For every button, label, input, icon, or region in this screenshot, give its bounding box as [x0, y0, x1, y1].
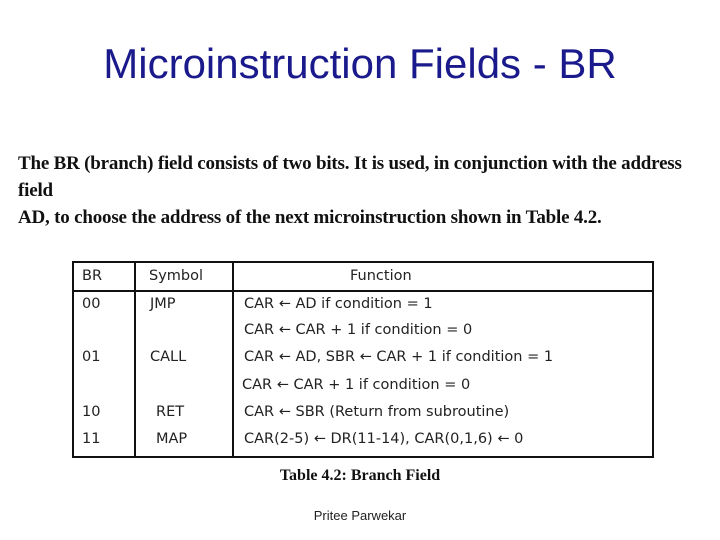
row-function: CAR ← SBR (Return from subroutine)	[244, 404, 510, 420]
description-paragraph	[18, 150, 708, 231]
table-caption: Table 4.2: Branch Field	[279, 467, 441, 484]
row-function: CAR ← CAR + 1 if condition = 0	[244, 322, 473, 338]
row-function: CAR ← AD, SBR ← CAR + 1 if condition = 1	[244, 349, 554, 365]
row-symbol: CALL	[150, 349, 187, 365]
branch-field-table	[72, 261, 654, 458]
row-br: 11	[82, 431, 101, 447]
description-line-2: AD, to choose the address of the next microinstruction shown in Table 4.2.	[18, 207, 602, 228]
header-function: Function	[350, 268, 412, 284]
header-br: BR	[82, 268, 103, 284]
row-symbol: MAP	[156, 431, 188, 447]
row-br: 01	[82, 349, 101, 365]
row-function: CAR ← AD if condition = 1	[244, 296, 433, 312]
row-symbol: RET	[156, 404, 185, 420]
row-function: CAR(2-5) ← DR(11-14), CAR(0,1,6) ← 0	[244, 431, 524, 447]
header-symbol: Symbol	[149, 268, 204, 284]
slide-title: Microinstruction Fields - BR	[103, 40, 617, 87]
row-function: CAR ← CAR + 1 if condition = 0	[242, 377, 471, 393]
row-symbol: JMP	[150, 296, 176, 312]
header-divider	[74, 290, 652, 292]
description-line-1: The BR (branch) field consists of two bits. It is used, in conjunction with the address field	[18, 153, 682, 201]
row-br: 10	[82, 404, 101, 420]
row-br: 00	[82, 296, 101, 312]
footer-author: Pritee Parwekar	[313, 508, 407, 523]
